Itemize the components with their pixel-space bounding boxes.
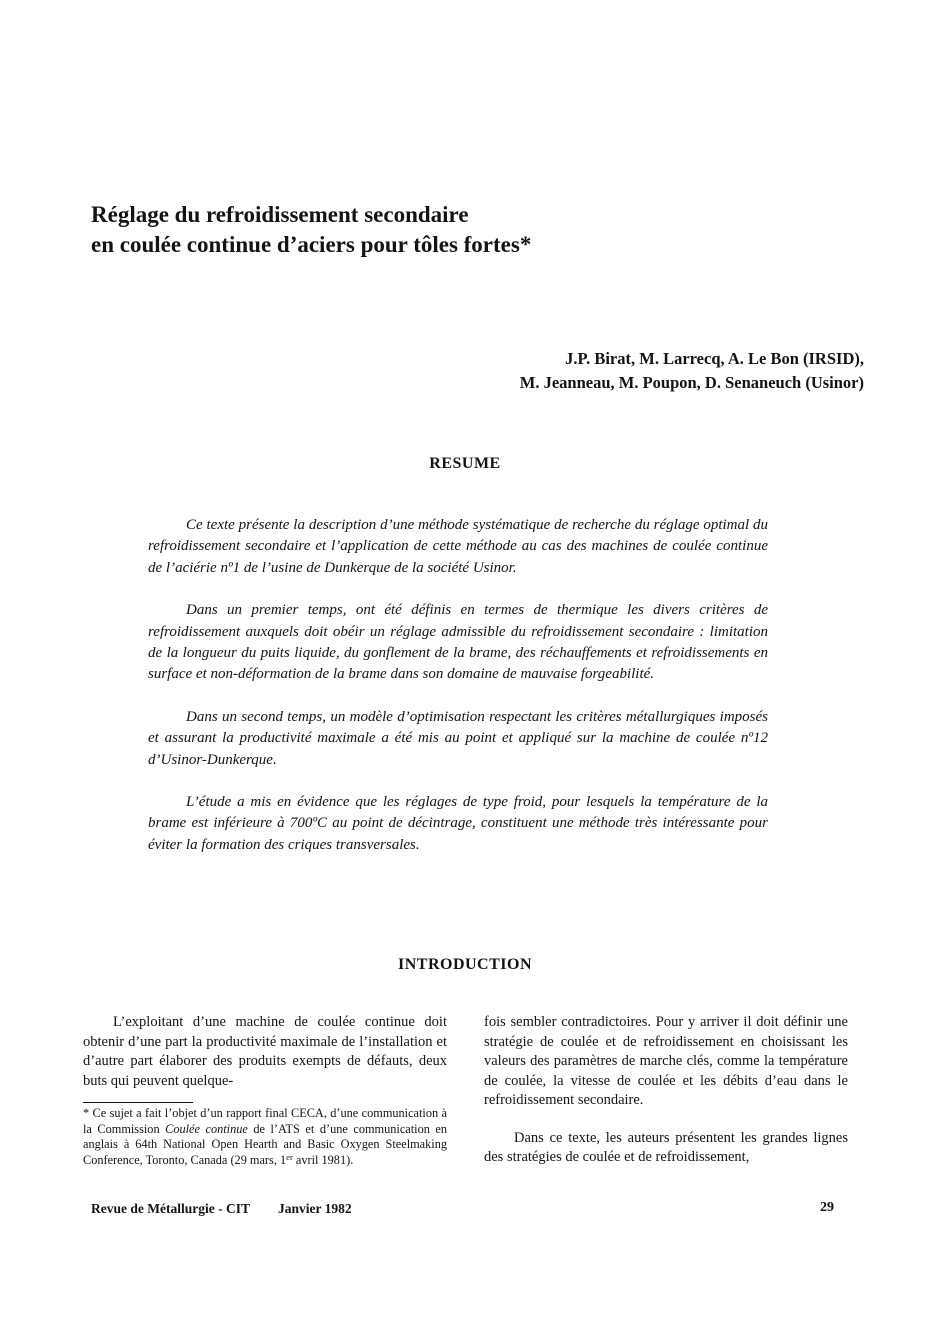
footnote-text: de l’ATS et d’une communication en anglais à 64th National Open Hearth and Basic Oxygen Steelmaking Conference, Toronto, Canada (29 mars, 1 <box>83 1121 447 1167</box>
introduction-right-column <box>484 1013 848 1168</box>
footnote-text: * Ce sujet a fait l’objet d’un rapport final CECA, d’une communication à la Commission <box>83 1106 447 1136</box>
introduction-left-column <box>83 1013 447 1091</box>
title-line-1: Réglage du refroidissement secondaire <box>91 202 469 227</box>
page-number: 29 <box>820 1200 834 1215</box>
resume-heading: RESUME <box>429 455 501 472</box>
author-list <box>520 347 864 395</box>
article-title <box>91 200 851 260</box>
footnote-superscript: er <box>286 1151 293 1162</box>
footnote-divider <box>83 1102 193 1103</box>
introduction-paragraph: fois sembler contradictoires. Pour y arriver il doit définir une stratégie de coulée et de refroidissement en choisissant les valeurs des paramètres de marche clés, comme la température de coulée, la vitesse de coulée et les débits d’eau dans le refroidissement secondaire. <box>484 1014 848 1108</box>
introduction-paragraph: Dans ce texte, les auteurs présentent les grandes lignes des stratégies de coulée et de refroidissement, <box>484 1129 848 1165</box>
introduction-paragraph: L’exploitant d’une machine de coulée continue doit obtenir d’une part la productivité maximale de l’installation et d’autre part élaborer des produits exempts de défauts, deux buts qui peuvent quelque- <box>83 1014 447 1089</box>
authors-line-2: M. Jeanneau, M. Poupon, D. Senaneuch (Usinor) <box>519 373 864 392</box>
footnote-text: avril 1981). <box>292 1152 354 1167</box>
authors-line-1: J.P. Birat, M. Larrecq, A. Le Bon (IRSID), <box>565 349 864 368</box>
resume-abstract <box>148 515 768 877</box>
introduction-heading: INTRODUCTION <box>397 956 532 973</box>
title-line-2: en coulée continue d’aciers pour tôles fortes* <box>91 232 532 257</box>
resume-paragraph: Dans un premier temps, ont été définis en termes de thermique les divers critères de refroidissement auxquels doit obéir un réglage admissible du refroidissement secondaire : limitation de la longueur du puits liquide, du gonflement de la brame, des réchauffements et refroidissements en surface et non-déformation de la brame dans son domaine de mauvaise forgeabilité. <box>148 602 768 683</box>
footnote <box>83 1106 447 1168</box>
resume-paragraph: L’étude a mis en évidence que les réglages de type froid, pour lesquels la température de la brame est inférieure à 700ºC au point de décintrage, constituent une méthode très intéressante pour éviter la formation des criques transversales. <box>148 794 768 853</box>
resume-paragraph: Ce texte présente la description d’une méthode systématique de recherche du réglage optimal du refroidissement secondaire et l’application de cette méthode au cas des machines de coulée continue de l’aciérie nº1 de l’usine de Dunkerque de la société Usinor. <box>148 517 768 576</box>
issue-date: Janvier 1982 <box>278 1201 352 1216</box>
journal-name: Revue de Métallurgie - CIT <box>91 1201 250 1216</box>
footnote-italic-text: Coulée continue <box>165 1121 248 1136</box>
resume-paragraph: Dans un second temps, un modèle d’optimisation respectant les critères métallurgiques imposés et assurant la productivité maximale a été mis au point et appliqué sur la machine de coulée nº12 d’Usinor-Dunkerque. <box>148 708 768 768</box>
